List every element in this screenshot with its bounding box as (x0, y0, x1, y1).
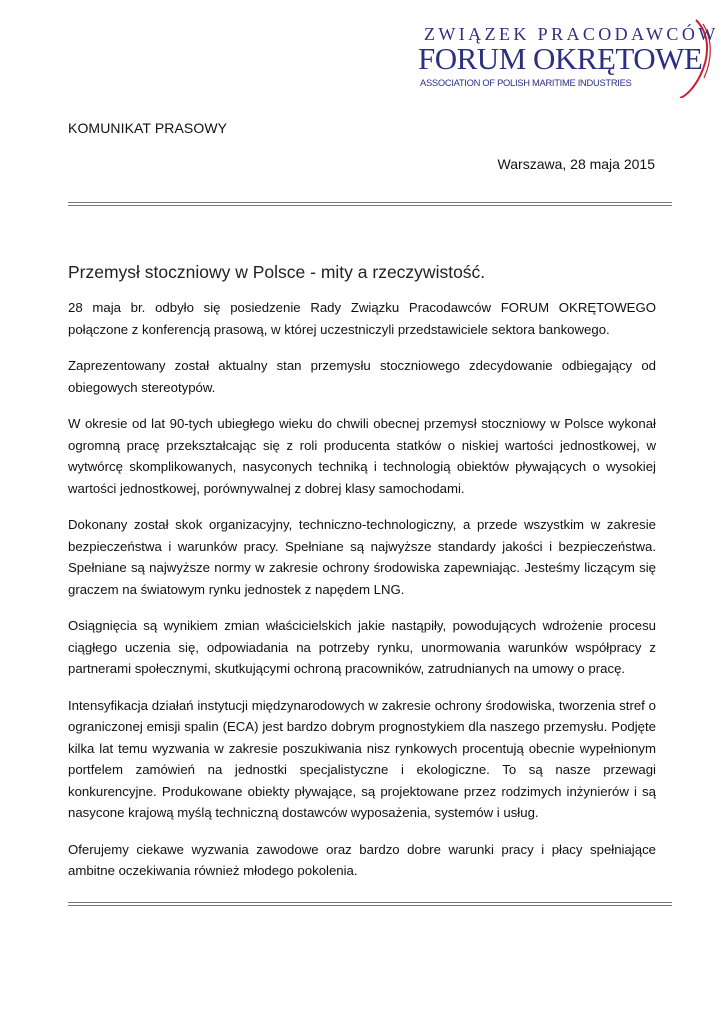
organization-logo (410, 16, 719, 98)
paragraph-7: Oferujemy ciekawe wyzwania zawodowe oraz bardzo dobre warunki pracy i płacy spełniające ambitne oczekiwania również młodego pokolenia. (68, 841, 656, 878)
paragraph-1: 28 maja br. odbyło się posiedzenie Rady Związku Pracodawców FORUM OKRĘTOWEGO połączone z konferencją prasową, w której uczestniczyli przedstawiciele sektora bankowego. (68, 300, 656, 337)
paragraph-3: W okresie od lat 90-tych ubiegłego wieku do chwili obecnej przemysł stoczniowy w Polsce wykonał ogromną pracę przekształcając się z roli producenta statków o niskiej wartości jednostkowej, w wytwórcę skomplikowanych, nasyconych techniką i technologią obiektów pływających o wysokiej wartości jednostkowej, porównywalnej z dobrej klasy samochodami. (68, 416, 656, 496)
logo-line-2: FORUM OKRĘTOWE (418, 41, 703, 76)
top-divider (68, 202, 672, 206)
article-title: Przemysł stoczniowy w Polsce - mity a rzeczywistość. (68, 262, 486, 282)
article-body (68, 297, 656, 897)
bottom-divider (68, 902, 672, 906)
paragraph-5: Osiągnięcia są wynikiem zmian właścicielskich jakie nastąpiły, powodujących wdrożenie procesu ciągłego uczenia się, odpowiadania na potrzeby rynku, unormowania warunków współpracy z partnerami społecznymi, skutkującymi ochroną pracowników, zatrudnianych na umowy o pracę. (68, 618, 656, 676)
press-release-label: KOMUNIKAT PRASOWY (68, 120, 228, 136)
paragraph-4: Dokonany został skok organizacyjny, techniczno-technologiczny, a przede wszystkim w zakresie bezpieczeństwa i warunków pracy. Spełniane są najwyższe standardy jakości i bezpieczeństwa. Spełniane są najwyższe normy w zakresie ochrony środowiska zapewniając. Jesteśmy liczącym się graczem na światowym rynku jednostek z napędem LNG. (68, 517, 656, 597)
date-line: Warszawa, 28 maja 2015 (497, 156, 655, 172)
paragraph-6: Intensyfikacja działań instytucji międzynarodowych w zakresie ochrony środowiska, tworzenia stref o ograniczonej emisji spalin (ECA) jest bardzo dobrym prognostykiem dla naszego przemysłu. Podjęte kilka lat temu wyzwania w zakresie poszukiwania nisz rynkowych procentują obecnie wypełnionym portfelem zamówień na jednostki specjalistyczne i ekologiczne. To są nasze przewagi konkurencyjne. Produkowane obiekty pływające, są projektowane przez rodzimych inżynierów i są nasycone krajową myślą techniczną dostawców wyposażenia, systemów i usług. (68, 697, 656, 820)
paragraph-2: Zaprezentowany został aktualny stan przemysłu stoczniowego zdecydowanie odbiegający od obiegowych stereotypów. (68, 358, 656, 395)
logo-line-3: ASSOCIATION OF POLISH MARITIME INDUSTRIES (420, 77, 632, 88)
logo-line-1: ZWIĄZEK PRACODAWCÓW (424, 24, 719, 44)
